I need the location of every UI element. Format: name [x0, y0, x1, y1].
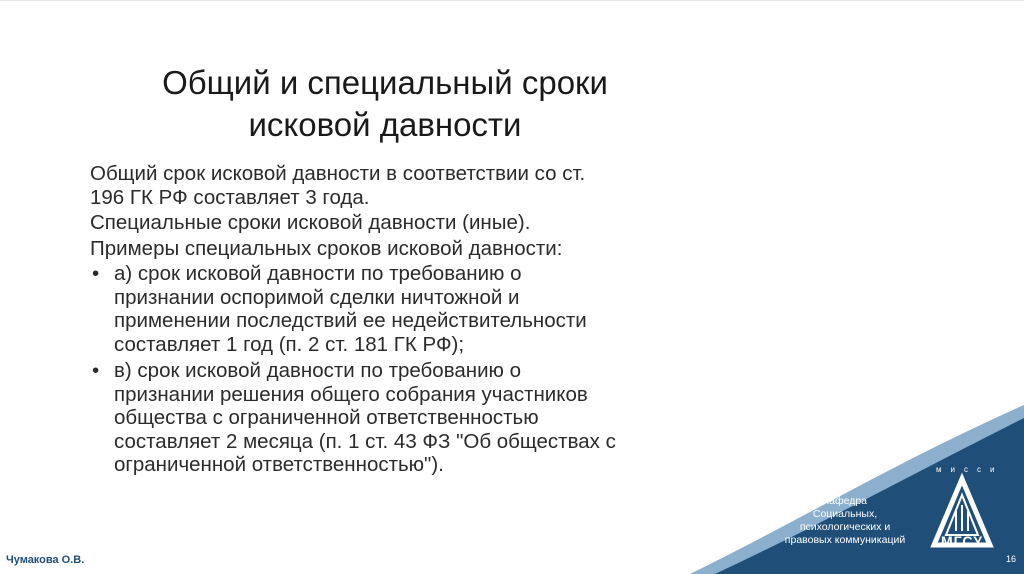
bullet-line: в) срок исковой давности по требованию о — [114, 359, 522, 382]
department-line: Социальных, — [812, 508, 878, 520]
department-line: Кафедра — [822, 495, 867, 507]
title-line-2: исковой давности — [248, 106, 522, 143]
bullet-line: общества с ограниченной ответственностью — [114, 406, 539, 429]
bullet-marker: • — [92, 359, 100, 382]
bullet-line: применении последствий ее недействительности — [114, 309, 587, 332]
bullet-line: а) срок исковой давности по требованию о — [114, 262, 522, 285]
author-name: Чумакова О.В. — [6, 554, 85, 566]
bullet-line: признании решения общего собрания участников — [114, 382, 588, 406]
bullet-line: признании оспоримой сделки ничтожной и — [114, 285, 520, 309]
bullet-marker: • — [92, 262, 100, 285]
paragraph-line: Общий срок исковой давности в соответствии со ст. — [90, 162, 586, 185]
title-line-1: Общий и специальный сроки — [162, 64, 608, 101]
page-number: 16 — [1005, 554, 1016, 564]
department-label — [770, 495, 920, 547]
bullet-line: составляет 1 год (п. 2 ст. 181 ГК РФ); — [114, 332, 465, 356]
logo-top-text: мисси — [936, 465, 1004, 474]
mgsu-logo — [930, 465, 1004, 555]
bullet-line: составляет 2 месяца (п. 1 ст. 43 ФЗ "Об обществах с — [114, 429, 616, 453]
paragraph-line: 196 ГК РФ составляет 3 года. — [90, 185, 370, 209]
paragraph-special-terms: Специальные сроки исковой давности (иные). — [90, 211, 531, 234]
bullet-line: ограниченной ответственностью"). — [114, 453, 444, 476]
department-line: правовых коммуникаций — [784, 534, 906, 546]
paragraph-examples-heading: Примеры специальных сроков исковой давности: — [90, 236, 563, 260]
logo-bottom-text: МГСУ — [940, 533, 984, 549]
department-line: психологических и — [799, 521, 891, 533]
